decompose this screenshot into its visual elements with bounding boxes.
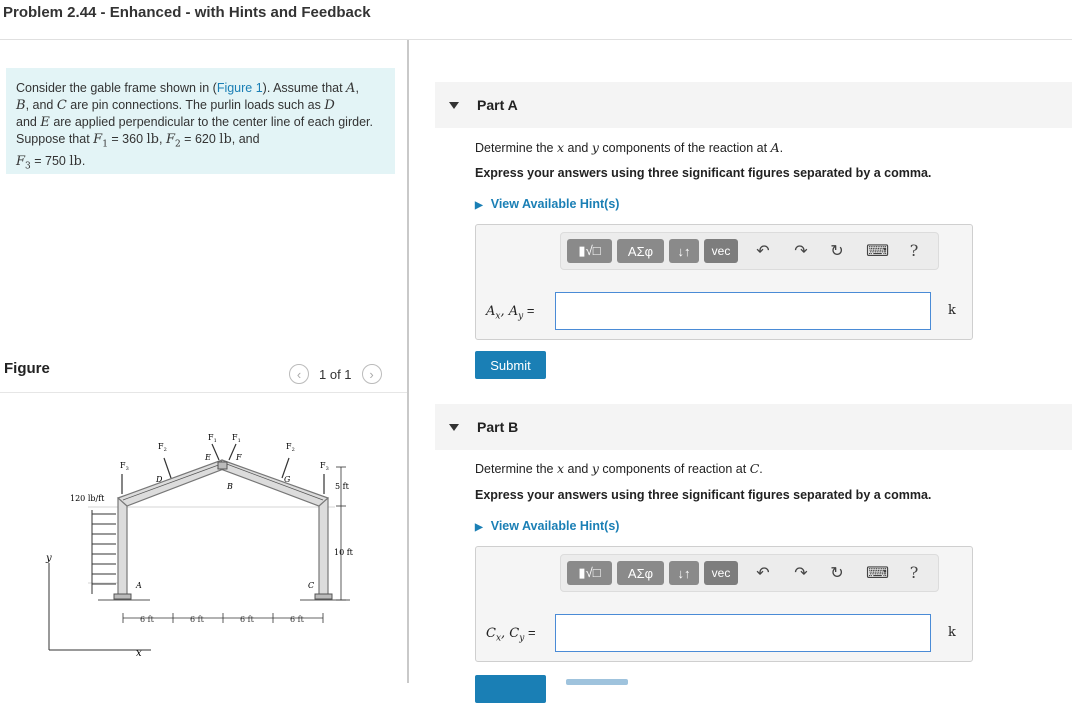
part-a-answer-input[interactable] xyxy=(555,292,931,330)
redo-icon[interactable]: ↷ xyxy=(794,243,808,260)
dim-5ft: 5 ft xyxy=(335,482,349,491)
part-b-unit: k xyxy=(948,625,956,640)
part-b-header[interactable]: Part B xyxy=(435,404,1072,450)
load-f1-left: $F_1$ xyxy=(208,433,217,444)
part-a-header[interactable]: Part A xyxy=(435,82,1072,128)
point-a-label: A xyxy=(136,581,142,590)
load-f3-left: $F_3$ xyxy=(120,461,129,472)
undo-icon[interactable]: ↶ xyxy=(756,243,770,260)
keyboard-icon[interactable]: ⌨ xyxy=(866,565,890,582)
part-a-unit: k xyxy=(948,303,956,318)
distributed-load-label: 120 lb/ft xyxy=(70,494,105,503)
undo-icon[interactable]: ↶ xyxy=(756,565,770,582)
problem-title: Problem 2.44 - Enhanced - with Hints and Feedback xyxy=(3,4,371,21)
header-divider xyxy=(0,39,1072,40)
pin-supports xyxy=(98,594,350,600)
part-b-prompt: Determine the x and y components of reaction at C. xyxy=(475,461,763,476)
dim-6ft-4: 6 ft xyxy=(290,615,304,624)
dim-6ft-3: 6 ft xyxy=(240,615,254,624)
reset-icon[interactable]: ↻ xyxy=(830,565,844,582)
chevron-left-icon: ‹ xyxy=(296,366,302,382)
subscript-superscript-button[interactable]: ↓↑ xyxy=(669,239,699,263)
part-b-instruction: Express your answers using three significant figures separated by a comma. xyxy=(475,488,932,502)
next-figure-button[interactable] xyxy=(362,364,382,384)
part-a-hint-link[interactable]: ▶ View Available Hint(s) xyxy=(475,197,620,211)
collapse-caret-icon xyxy=(449,424,459,431)
reset-icon[interactable]: ↻ xyxy=(830,243,844,260)
problem-statement: Consider the gable frame shown in (Figure 1). Assume that A, B, and C are pin connections. The purlin loads such as D and E are applied perpendicular to the center line of each girder. Suppose that $F_1 = 360$ lb, $F_2 = 620$ lb, and $F_3 = 750$ lb. xyxy=(6,68,395,174)
help-icon[interactable]: ? xyxy=(909,241,919,260)
load-f1-right: $F_1$ xyxy=(232,433,241,444)
math-toolbar xyxy=(560,554,939,592)
part-b-answer-box xyxy=(475,546,973,662)
dim-10ft: 10 ft xyxy=(334,548,353,557)
part-b-previous-answers-link[interactable] xyxy=(566,679,628,685)
point-b-label: B xyxy=(227,482,233,491)
part-a-instruction: Express your answers using three significant figures separated by a comma. xyxy=(475,166,932,180)
frame-members xyxy=(118,460,328,595)
collapse-caret-icon xyxy=(449,102,459,109)
dim-6ft-1: 6 ft xyxy=(140,615,154,624)
vector-button[interactable]: vec xyxy=(704,561,738,585)
distributed-load xyxy=(92,510,116,594)
greek-symbols-button[interactable]: ΑΣφ xyxy=(617,239,664,263)
part-b-submit-button[interactable] xyxy=(475,675,546,703)
figure-pager xyxy=(289,363,382,385)
greek-symbols-button[interactable]: ΑΣφ xyxy=(617,561,664,585)
subscript-superscript-button[interactable]: ↓↑ xyxy=(669,561,699,585)
templates-button[interactable]: ▮√□ xyxy=(567,561,612,585)
expand-triangle-icon: ▶ xyxy=(475,200,483,211)
axis-y-label: y xyxy=(46,553,52,564)
part-a-answer-box xyxy=(475,224,973,340)
math-toolbar xyxy=(560,232,939,270)
load-f2-left: $F_2$ xyxy=(158,442,167,453)
gable-frame-figure xyxy=(0,410,407,660)
load-f3-right: $F_3$ xyxy=(320,461,329,472)
dim-6ft-2: 6 ft xyxy=(190,615,204,624)
part-a-prompt: Determine the x and y components of the reaction at A. xyxy=(475,140,784,155)
expand-triangle-icon: ▶ xyxy=(475,522,483,533)
figure-page-count: 1 of 1 xyxy=(319,366,352,382)
redo-icon[interactable]: ↷ xyxy=(794,565,808,582)
point-g-label: G xyxy=(284,475,291,484)
point-d-label: D xyxy=(156,475,163,484)
keyboard-icon[interactable]: ⌨ xyxy=(866,243,890,260)
part-a-answer-label: $A_x$, $A_y$ = xyxy=(486,303,535,322)
xy-axes xyxy=(49,563,151,650)
vector-button[interactable]: vec xyxy=(704,239,738,263)
help-icon[interactable]: ? xyxy=(909,563,919,582)
figure-heading: Figure xyxy=(4,360,50,377)
chevron-right-icon: › xyxy=(369,366,374,382)
axis-x-label: x xyxy=(136,648,142,659)
templates-button[interactable]: ▮√□ xyxy=(567,239,612,263)
point-e-label: E xyxy=(205,453,211,462)
point-c-label: C xyxy=(308,581,315,590)
part-b-answer-label: $C_x$, $C_y$ = xyxy=(486,625,536,644)
part-b-hint-link[interactable]: ▶ View Available Hint(s) xyxy=(475,519,620,533)
point-f-label: F xyxy=(236,453,242,462)
load-f2-right: $F_2$ xyxy=(286,442,295,453)
part-a-submit-button[interactable]: Submit xyxy=(475,351,546,379)
figure-divider xyxy=(0,392,407,393)
panel-divider[interactable] xyxy=(407,40,409,683)
prev-figure-button[interactable] xyxy=(289,364,309,384)
figure-link[interactable]: Figure 1 xyxy=(216,81,263,95)
part-b-answer-input[interactable] xyxy=(555,614,931,652)
